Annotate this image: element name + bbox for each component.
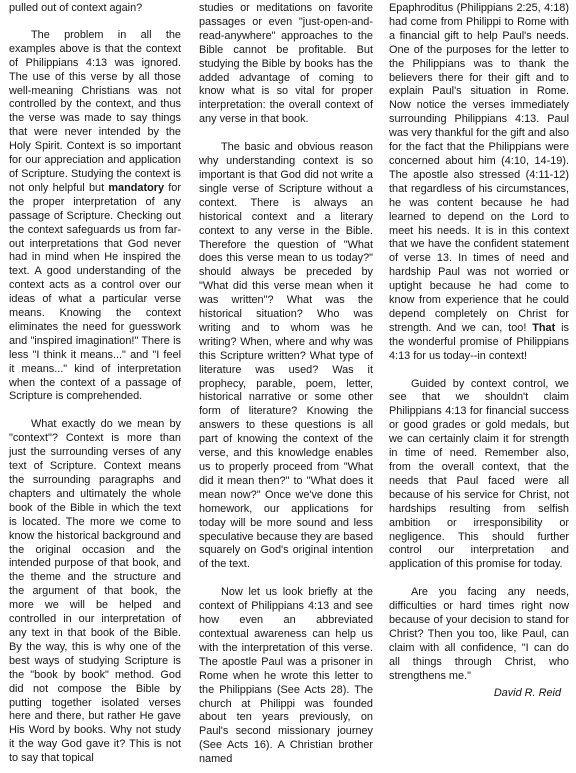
article-column-1 <box>9 2 181 766</box>
paragraph-continuation: pulled out of context again? <box>9 2 143 14</box>
author-signature: David R. Reid <box>493 686 561 699</box>
paragraph-what-is-context: What exactly do we mean by "context"? Context is more than just the surrounding verses of any text of Scripture. Context means the surrounding paragraphs and chapters and ultimately the whole book of the Bible in which the text is located. The more we come to know the historical background and the original occasion and the intended purpose of that book, and the theme and the structure and the argument of that book, the more we will be helped and controlled in our interpretation of any text in that book of the Bible. By the way, this is why one of the best ways of studying Scripture is the "book by book" method. God did not compose the Bible by putting together isolated verses here and there, but rather He gave His Word by books. Why not study it the way God gave it? This is not to say that topical <box>9 418 181 765</box>
paragraph-epaphroditus <box>389 2 569 364</box>
paragraph-gap <box>389 572 569 586</box>
paragraph-book-study: studies or meditations on favorite passages or even "just-open-and-read-anywhere" approaches to the Bible cannot be profitable. But studying the Bible by books has the added advantage of coming to know what is so vital for proper interpretation: the overall context of any verse in that book. <box>199 2 373 126</box>
paragraph-philippians-context: Now let us look briefly at the context of Philippians 4:13 and see how even an abbreviated contextual awareness can help us with the interpretation of this verse. The apostle Paul was a prisoner in Rome when he wrote this letter to the Philippians (See Acts 28). The church at Philippi was founded about ten years previously, on Paul's second missionary journey (See Acts 16). A Christian brother named <box>199 586 373 766</box>
article-column-2 <box>199 2 373 767</box>
emphasis-that: That <box>532 321 556 334</box>
paragraph-gap <box>389 364 569 378</box>
text-run: is the wonderful promise of Philippians 4:13 for us today--in context! <box>389 321 569 362</box>
paragraph-basic-reason: The basic and obvious reason why understanding context is so important is that God did not write a single verse of Scripture without a context. There is always an historical context and a literary context to any verse in the Bible. Therefore the question of "What does this verse mean to us today?" should always be preceded by "What did this verse mean when it was written"? What was the historical situation? Who was writing and to whom was he writing? When, where and why was this Scripture written? What type of literature was used? Was it prophecy, parable, poem, letter, historical narrative or some other form of literature? Knowing the answers to these questions is all part of knowing the context of the verse, and this knowledge enables us to properly proceed from "What did it mean then?" to "What does it mean now?" Once we've done this homework, our applications for today will be more sound and less speculative because they are based squarely on God's original intention of the text. <box>199 141 373 571</box>
text-run: The problem in all the examples above is that the context of Philippians 4:13 was ignored. The use of this verse by all those well-meaning Christians was not controlled by the context, and thus the verse was made to say things that were never intended by the Holy Spirit. Context is so important for our appreciation and application of Scripture. Studying the context is not only helpful but <box>9 28 181 194</box>
paragraph-gap <box>199 127 373 141</box>
paragraph-closing-question: Are you facing any needs, difficulties or hard times right now because of your decision to stand for Christ? Then you too, like Paul, can claim with all confidence, "I can do all things through Christ, who strengthens me." <box>389 586 569 682</box>
paragraph-gap <box>9 16 181 29</box>
emphasis-mandatory: mandatory <box>108 181 165 194</box>
paragraph-gap <box>199 572 373 586</box>
paragraph-context-importance <box>9 29 181 404</box>
text-run: Epaphroditus (Philippians 2:25, 4:18) had come from Philippi to Rome with a financial gift to help Paul's needs. One of the purposes for the letter to the Philippians was to thank the believers there for their gift and to explain Paul's situation in Rome. Now notice the verses immediately surrounding Philippians 4:13. Paul was very thankful for the gift and also for the fact that the Philippians were concerned about him (4:10, 14-19). The apostle also stressed (4:11-12) that regardless of his circumstances, he was content because he had learned to depend on the Lord to meet his needs. It is in this context that we have the confident statement of verse 13. In times of need and hardship Paul was not worried or uptight because he had come to know from experience that he could depend completely on Christ for strength. And we can, too! <box>389 2 569 334</box>
paragraph-gap <box>9 404 181 418</box>
article-column-3 <box>389 2 569 700</box>
text-run: for the proper interpretation of any passage of Scripture. Checking out the context safeguards us from far-out interpretations that God never had in mind when He inspired the text. A good understanding of the context acts as a control over our ideas of what a particular verse means. Knowing the context eliminates the need for guesswork and "inspired imagination!" There is less "I think it means..." and "I feel it means..." kind of interpretation when the context of a passage of Scripture is comprehended. <box>9 181 181 403</box>
paragraph-context-control: Guided by context control, we see that we shouldn't claim Philippians 4:13 for financial success or good grades or gold medals, but we can certainly claim it for strength in time of need. Remember also, from the overall context, that the needs that Paul faced were all because of his service for Christ, not hardships resulting from selfish ambition or irresponsibility or negligence. This should further control our interpretation and application of this promise for today. <box>389 377 569 571</box>
